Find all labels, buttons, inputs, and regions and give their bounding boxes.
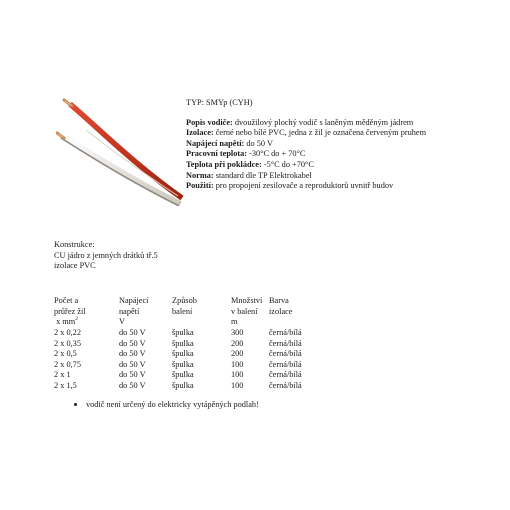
header-line: Způsob <box>172 296 197 305</box>
table-cell: 200 <box>231 349 244 359</box>
column-header <box>269 296 319 328</box>
spec-row-operating-temp <box>186 149 486 160</box>
column-color <box>269 296 319 392</box>
header-line: izolace <box>269 306 293 316</box>
column-header <box>172 296 226 328</box>
spec-label: Použití: <box>186 181 214 191</box>
table-cell: do 50 V <box>119 380 146 390</box>
header-line: Počet a <box>54 296 79 305</box>
header-line: balení <box>172 306 193 316</box>
header-line: V <box>119 317 125 327</box>
header-line: napětí <box>119 306 140 316</box>
table-cell: špulka <box>172 380 194 390</box>
table-cell: 200 <box>231 338 244 348</box>
table-cell: do 50 V <box>119 338 146 348</box>
table-cell: špulka <box>172 328 194 337</box>
spec-label: Pracovní teplota: <box>186 149 248 159</box>
header-unit: x mm <box>56 317 76 327</box>
table-cell: do 50 V <box>119 328 146 337</box>
column-quantity <box>231 296 267 392</box>
spec-row-voltage <box>186 139 486 150</box>
table-cell: do 50 V <box>119 370 146 380</box>
table-cell: 100 <box>231 370 244 380</box>
table-cell: 2 x 0,22 <box>54 328 81 337</box>
header-line <box>269 317 319 328</box>
construction-heading: Konstrukce: <box>54 240 95 249</box>
spec-value: standard dle TP Elektrokabel <box>213 170 312 180</box>
table-cell: 2 x 1,5 <box>54 380 77 390</box>
spec-value: černé nebo bílé PVC, jedna z žil je označena červeným pruhem <box>213 128 427 138</box>
table-cell: černá/bílá <box>269 359 302 369</box>
header-line: Množství <box>231 296 263 305</box>
table-cell: 2 x 0,5 <box>54 349 77 359</box>
table-cell: 100 <box>231 380 244 390</box>
column-packaging <box>172 296 226 392</box>
spec-row-insulation <box>186 128 486 139</box>
header-line: průřez žil <box>54 306 86 316</box>
product-type: TYP: SMYp (CYH) <box>186 98 253 107</box>
table-cell: 2 x 0,75 <box>54 359 81 369</box>
spec-label: Izolace: <box>186 128 214 138</box>
header-line: Napájecí <box>119 296 149 305</box>
column-header <box>231 296 267 328</box>
note-text: vodič není určený do elektricky vytápěných podlah! <box>86 400 259 409</box>
cable-image <box>56 96 186 206</box>
header-line: v balení <box>231 306 258 316</box>
spec-block <box>186 98 486 192</box>
spec-value: dvoužilový plochý vodič s laněným měděným jádrem <box>232 117 414 127</box>
spec-row-standard <box>186 171 486 182</box>
header-line <box>54 317 116 328</box>
table-cell: černá/bílá <box>269 349 302 359</box>
header-line: m <box>231 317 238 327</box>
table-cell: černá/bílá <box>269 370 302 380</box>
construction-line: CU jádro z jemných drátků tř.5 <box>54 250 158 260</box>
header-line: Barva <box>269 296 289 305</box>
table-cell: do 50 V <box>119 349 146 359</box>
construction-line: izolace PVC <box>54 261 96 271</box>
header-line <box>172 317 226 328</box>
table-cell: do 50 V <box>119 359 146 369</box>
table-cell: 2 x 1 <box>54 370 71 380</box>
column-header <box>54 296 116 328</box>
spec-value: -5°C do +70°C <box>261 159 314 169</box>
table-cell: černá/bílá <box>269 338 302 348</box>
spec-label: Norma: <box>186 170 214 180</box>
spec-value: pro propojení zesilovače a reproduktorů uvnitř budov <box>213 181 394 191</box>
spec-label: Popis vodiče: <box>186 117 233 127</box>
construction-block <box>54 240 158 272</box>
column-voltage <box>119 296 171 392</box>
table-cell: černá/bílá <box>269 328 302 337</box>
spec-row-install-temp <box>186 160 486 171</box>
table-cell: špulka <box>172 349 194 359</box>
spec-label: Napájecí napětí: <box>186 138 245 148</box>
header-superscript: 2 <box>75 316 78 323</box>
column-header <box>119 296 171 328</box>
spec-value: -30°C do + 70°C <box>247 149 306 159</box>
table-cell: černá/bílá <box>269 380 302 390</box>
column-cross-section <box>54 296 116 392</box>
table-cell: špulka <box>172 338 194 348</box>
table-cell: 300 <box>231 328 244 337</box>
spec-row-usage <box>186 181 486 192</box>
warning-note <box>74 400 259 411</box>
table-cell: špulka <box>172 359 194 369</box>
spec-row-description <box>186 118 486 129</box>
table-cell: 2 x 0,35 <box>54 338 81 348</box>
spec-label: Teplota při pokládce: <box>186 159 262 169</box>
table-cell: 100 <box>231 359 244 369</box>
table-cell: špulka <box>172 370 194 380</box>
bullet-dot <box>74 403 77 406</box>
spec-value: do 50 V <box>244 138 273 148</box>
